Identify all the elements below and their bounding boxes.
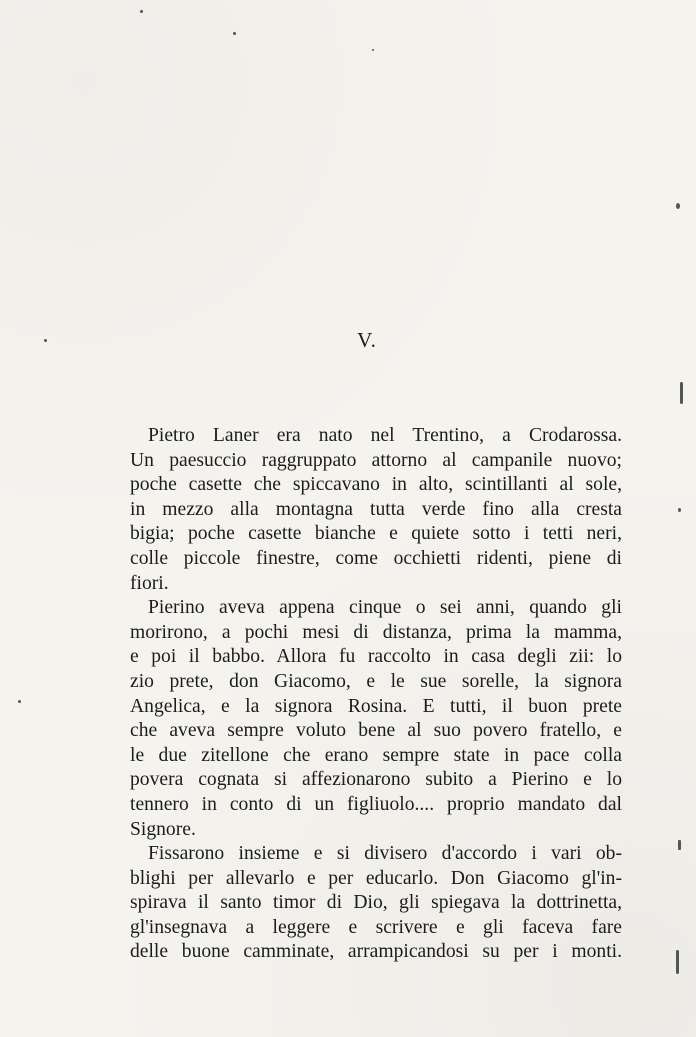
print-speck [372, 49, 374, 51]
chapter-body [130, 424, 622, 965]
text-line: poche casette che spiccavano in alto, scintillanti al sole, [130, 474, 622, 496]
text-line: Pierino aveva appena cinque o sei anni, quando gli [148, 597, 622, 619]
text-line: e poi il babbo. Allora fu raccolto in casa degli zii: lo [130, 646, 622, 668]
print-speck [140, 10, 143, 13]
print-speck [233, 32, 236, 35]
chapter-numeral: V. [357, 328, 377, 352]
text-line: che aveva sempre voluto bene al suo povero fratello, e [130, 720, 622, 742]
text-line: povera cognata si affezionarono subito a Pierino e lo [130, 769, 622, 791]
print-speck [678, 840, 681, 850]
text-line: Angelica, e la signora Rosina. E tutti, il buon prete [130, 695, 622, 717]
print-speck [680, 382, 683, 404]
text-line: morirono, a pochi mesi di distanza, prima la mamma, [130, 621, 622, 643]
text-line: blighi per allevarlo e per educarlo. Don Giacomo gl'in- [130, 867, 622, 889]
text-line: Un paesuccio raggruppato attorno al campanile nuovo; [130, 449, 622, 471]
text-line: le due zitellone che erano sempre state in pace colla [130, 744, 622, 766]
paragraph-1 [130, 424, 622, 596]
print-speck [678, 508, 681, 512]
text-line: tennero in conto di un figliuolo.... proprio mandato dal [130, 793, 622, 815]
text-line: in mezzo alla montagna tutta verde fino alla cresta [130, 498, 622, 520]
print-speck [18, 700, 21, 703]
text-line: Fissarono insieme e si divisero d'accordo i vari ob- [148, 843, 622, 865]
text-line: zio prete, don Giacomo, e le sue sorelle, la signora [130, 670, 622, 692]
text-line: bigia; poche casette bianche e quiete sotto i tetti neri, [130, 523, 622, 545]
text-line: spirava il santo timor di Dio, gli spiegava la dottrinetta, [130, 892, 622, 914]
text-line: colle piccole finestre, come occhietti ridenti, piene di [130, 547, 622, 569]
paragraph-2 [130, 596, 622, 842]
print-speck [676, 203, 680, 209]
text-line: Signore. [130, 818, 196, 840]
text-line: Pietro Laner era nato nel Trentino, a Crodarossa. [148, 425, 622, 446]
text-line: gl'insegnava a leggere e scrivere e gli faceva fare [130, 916, 622, 938]
text-line: delle buone camminate, arrampicandosi su per i monti. [130, 941, 622, 963]
text-line: fiori. [130, 572, 169, 594]
paragraph-3 [130, 842, 622, 965]
print-speck [676, 950, 679, 974]
